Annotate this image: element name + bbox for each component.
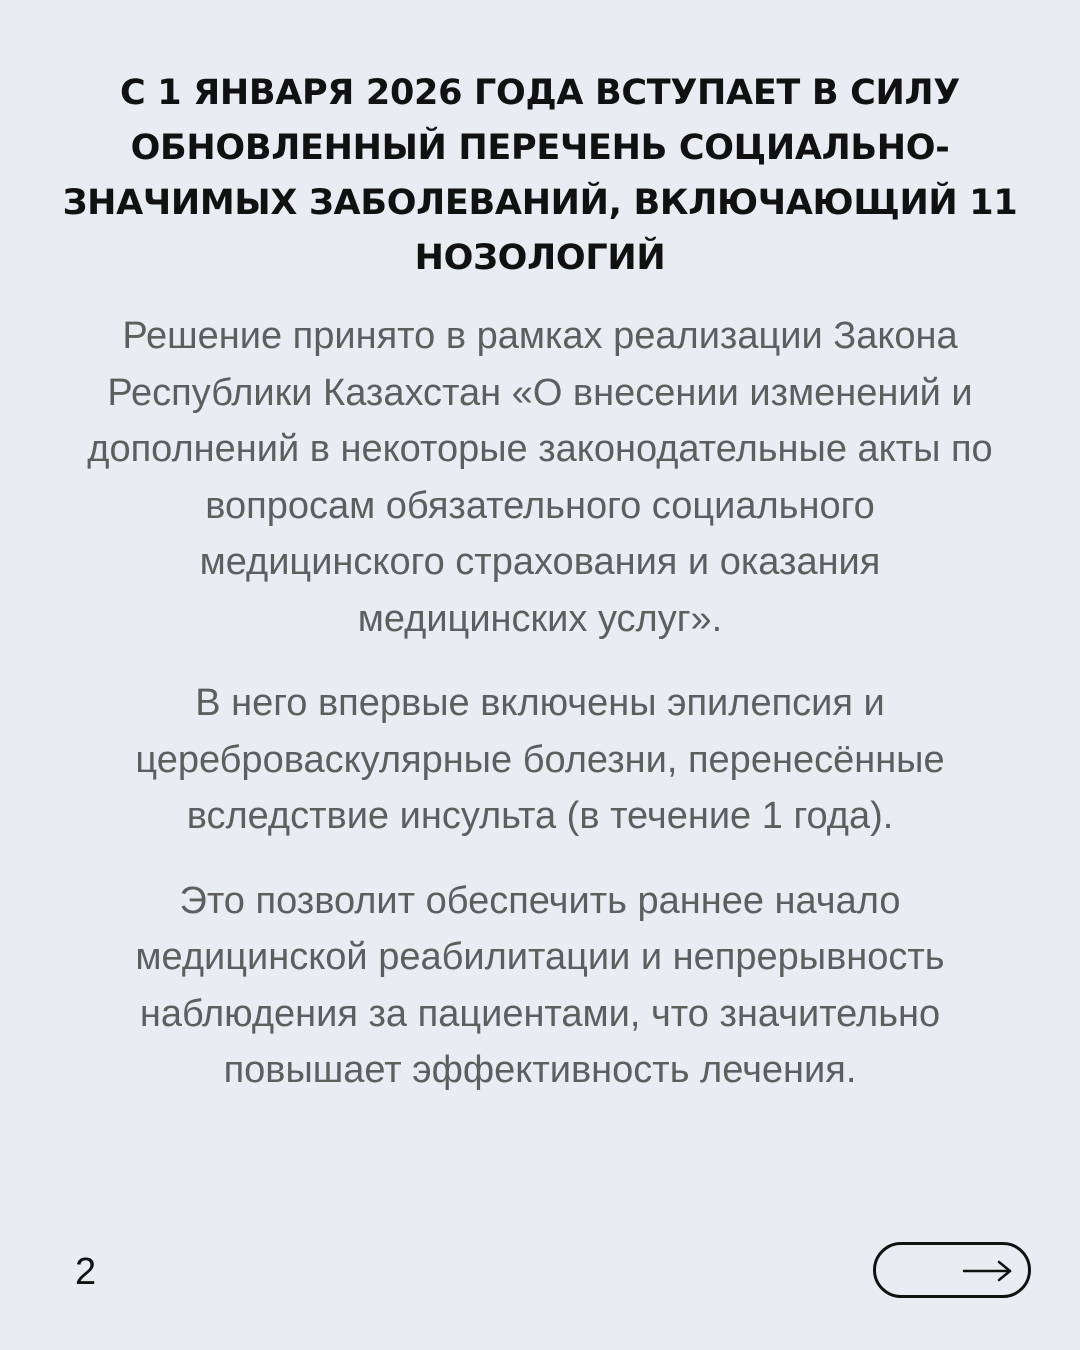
next-slide-button[interactable] [873, 1242, 1031, 1298]
slide-title: С 1 ЯНВАРЯ 2026 ГОДА ВСТУПАЕТ В СИЛУ ОБНОВЛЕННЫЙ ПЕРЕЧЕНЬ СОЦИАЛЬНО-ЗНАЧИМЫХ ЗАБОЛЕВАНИЙ, ВКЛЮЧАЮЩИЙ 11 НОЗОЛОГИЙ [62, 73, 1018, 278]
slide-body [80, 308, 1000, 1127]
paragraph-decision: Решение принято в рамках реализации Закона Республики Казахстан «О внесении изменений и дополнений в некоторые законодательные акты по вопросам обязательного социального медицинского страхования и оказания медицинских услуг». [87, 315, 993, 640]
page-number: 2 [75, 1251, 97, 1293]
arrow-right-icon [962, 1258, 1014, 1284]
paragraph-benefits: Это позволит обеспечить раннее начало медицинской реабилитации и непрерывность наблюдения за пациентами, что значительно повышает эффективность лечения. [135, 879, 945, 1091]
paragraph-included-diseases: В него впервые включены эпилепсия и цереброваскулярные болезни, перенесённые вследствие инсульта (в течение 1 года). [135, 682, 945, 837]
